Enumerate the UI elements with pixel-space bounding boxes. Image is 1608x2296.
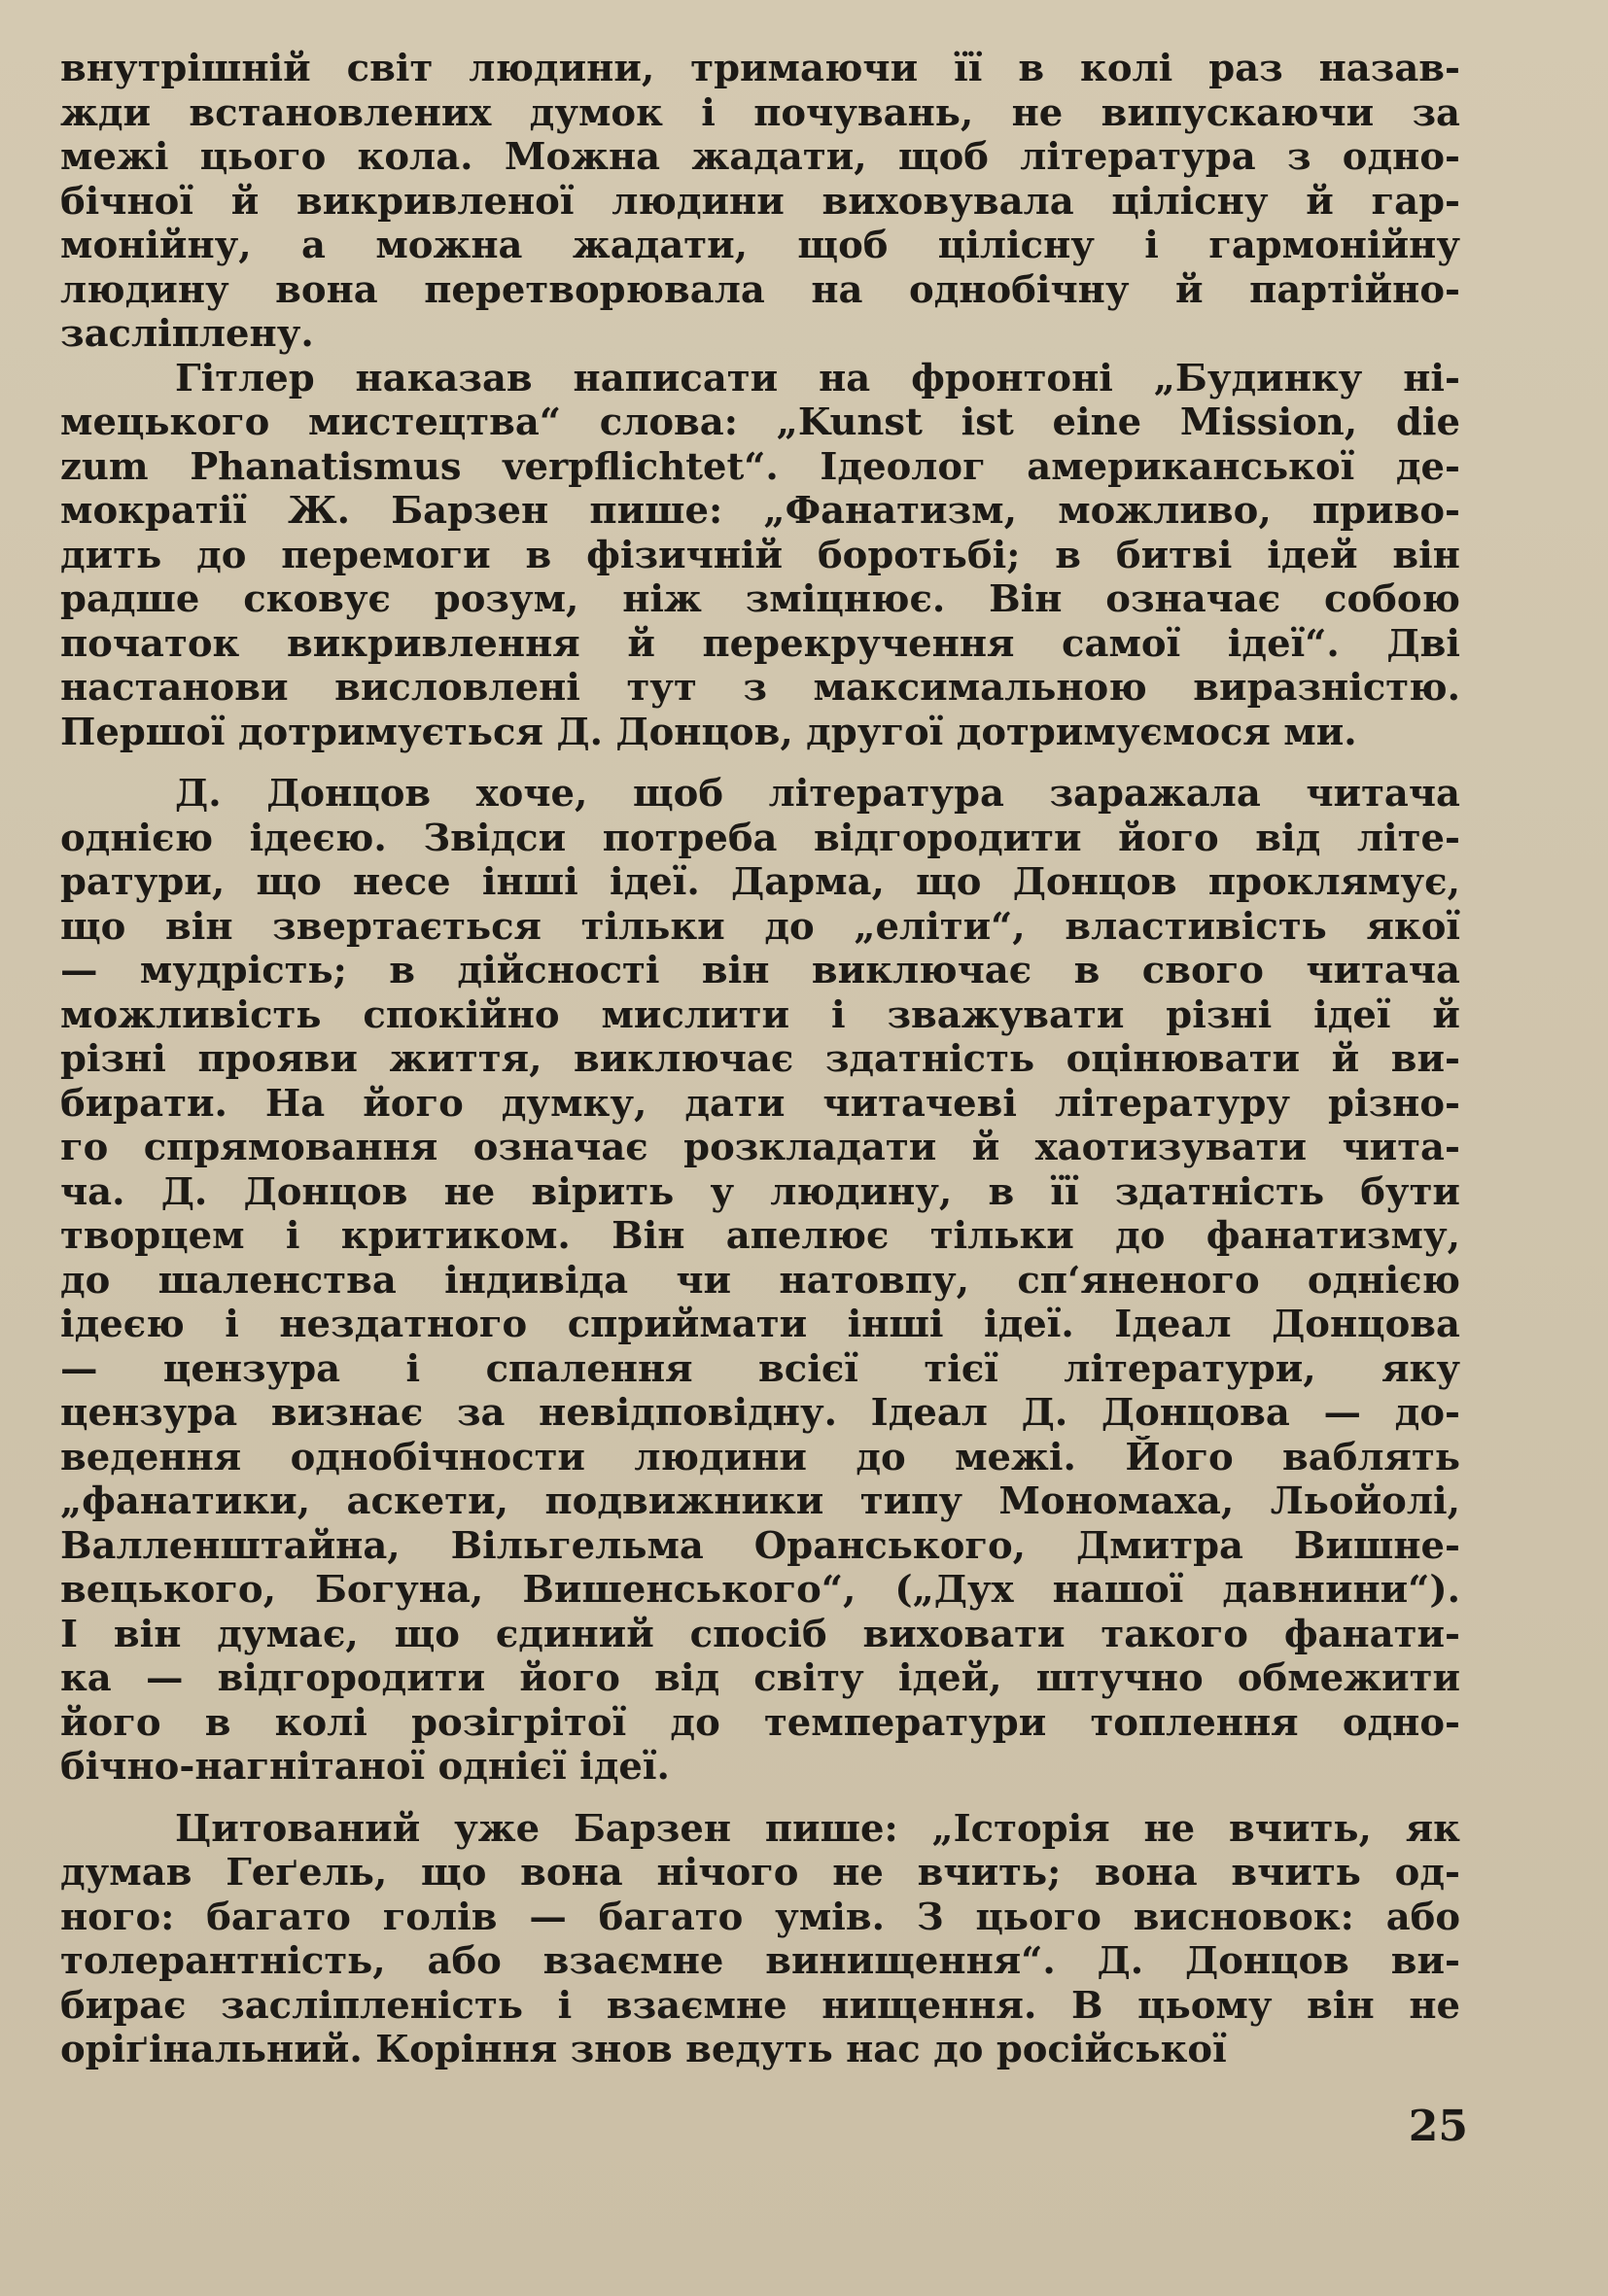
text-line: Цитований уже Барзен пише: „Історія не вчить, як [175,1806,1460,1851]
text-line: думав Геґель, що вона нічого не вчить; вона вчить од- [60,1851,1460,1895]
text-line: засліплену. [60,312,314,356]
text-line: внутрішній світ людини, тримаючи її в колі раз назав- [60,47,1460,90]
paragraph [60,772,1460,1790]
text-line: дить до перемоги в фізичній боротьбі; в битві ідей він [60,533,1460,577]
paragraph-gap [60,1790,1460,1807]
text-line: ідеєю і нездатного сприймати інші ідеї. Ідеал Донцова [60,1303,1460,1346]
text-line: межі цього кола. Можна жадати, щоб література з одно- [60,135,1460,179]
text-line: настанови висловлені тут з максимальною виразністю. [60,666,1460,710]
text-line: людину вона перетворювала на однобічну й партійно- [60,267,1460,312]
text-line: ратури, що несе інші ідеї. Дарма, що Донцов проклямує, [60,860,1460,904]
text-line: мецького мистецтва“ слова: „Kunst ist eine Mission, die [60,400,1460,444]
text-line: — мудрість; в дійсності він виключає в свого читача [60,949,1460,992]
text-line: Д. Донцов хоче, щоб література заражала читача [175,772,1460,816]
text-line: цензура визнає за невідповідну. Ідеал Д. Донцова — до- [60,1391,1460,1435]
text-line: ча. Д. Донцов не вірить у людину, в її здатність бути [60,1169,1460,1214]
text-line: Гітлер наказав написати на фронтоні „Будинку ні- [175,356,1460,400]
text-line: Валленштайна, Вільгельма Оранського, Дмитра Вишне- [60,1523,1460,1568]
text-line: бирати. На його думку, дати читачеві літературу різно- [60,1081,1460,1126]
text-line: творцем і критиком. Він апелює тільки до фанатизму, [60,1214,1460,1258]
paragraph [60,1807,1460,2072]
text-line: бічно-нагнітаної однієї ідеї. [60,1745,670,1789]
text-line: можливість спокійно мислити і зважувати різні ідеї й [60,992,1460,1037]
text-line: І він думає, що єдиний спосіб виховати такого фанати- [60,1612,1460,1656]
text-line: — цензура і спалення всієї тієї літератури, яку [60,1346,1460,1391]
text-line: Першої дотримується Д. Донцов, другої дотримуємося ми. [60,710,1357,754]
text-line: оріґінальний. Коріння знов ведуть нас до російської [60,2028,1227,2071]
text-line: толерантність, або взаємне винищення“. Д. Донцов ви- [60,1939,1460,1983]
body-text [60,47,1460,2072]
text-line: однією ідеєю. Звідси потреба відгородити його від літе- [60,816,1460,860]
text-line: мократії Ж. Барзен пише: „Фанатизм, можливо, приво- [60,489,1460,533]
paragraph [60,47,1460,357]
text-line: вецького, Богуна, Вишенського“, („Дух нашої давнини“). [60,1568,1460,1612]
text-line: монійну, а можна жадати, щоб цілісну і гармонійну [60,224,1460,267]
text-line: zum Phanatismus verpflichtet“. Ідеолог американської де- [60,444,1460,489]
page-number: 25 [1408,2102,1468,2151]
text-line: ведення однобічности людини до межі. Його ваблять [60,1435,1460,1479]
text-line: „фанатики, аскети, подвижники типу Мономаха, Льойолі, [60,1479,1460,1523]
text-line: ного: багато голів — багато умів. З цього висновок: або [60,1895,1460,1939]
text-line: ка — відгородити його від світу ідей, штучно обмежити [60,1656,1460,1700]
text-line: бічної й викривленої людини виховувала цілісну й гар- [60,179,1460,224]
text-line: що він звертається тільки до „еліти“, властивість якої [60,904,1460,949]
text-line: радше сковує розум, ніж зміцнює. Він означає собою [60,577,1460,621]
text-line: його в колі розігрітої до температури топлення одно- [60,1700,1460,1745]
text-line: жди встановлених думок і почувань, не випускаючи за [60,90,1460,135]
text-line: го спрямовання означає розкладати й хаотизувати чита- [60,1126,1460,1169]
text-line: до шаленства індивіда чи натовпу, сп‘яненого однією [60,1258,1460,1303]
text-line: бирає засліпленість і взаємне нищення. В цьому він не [60,1983,1460,2028]
text-line: різні прояви життя, виключає здатність оцінювати й ви- [60,1037,1460,1081]
paragraph [60,357,1460,755]
paragraph-gap [60,754,1460,772]
text-line: початок викривлення й перекручення самої ідеї“. Дві [60,621,1460,666]
